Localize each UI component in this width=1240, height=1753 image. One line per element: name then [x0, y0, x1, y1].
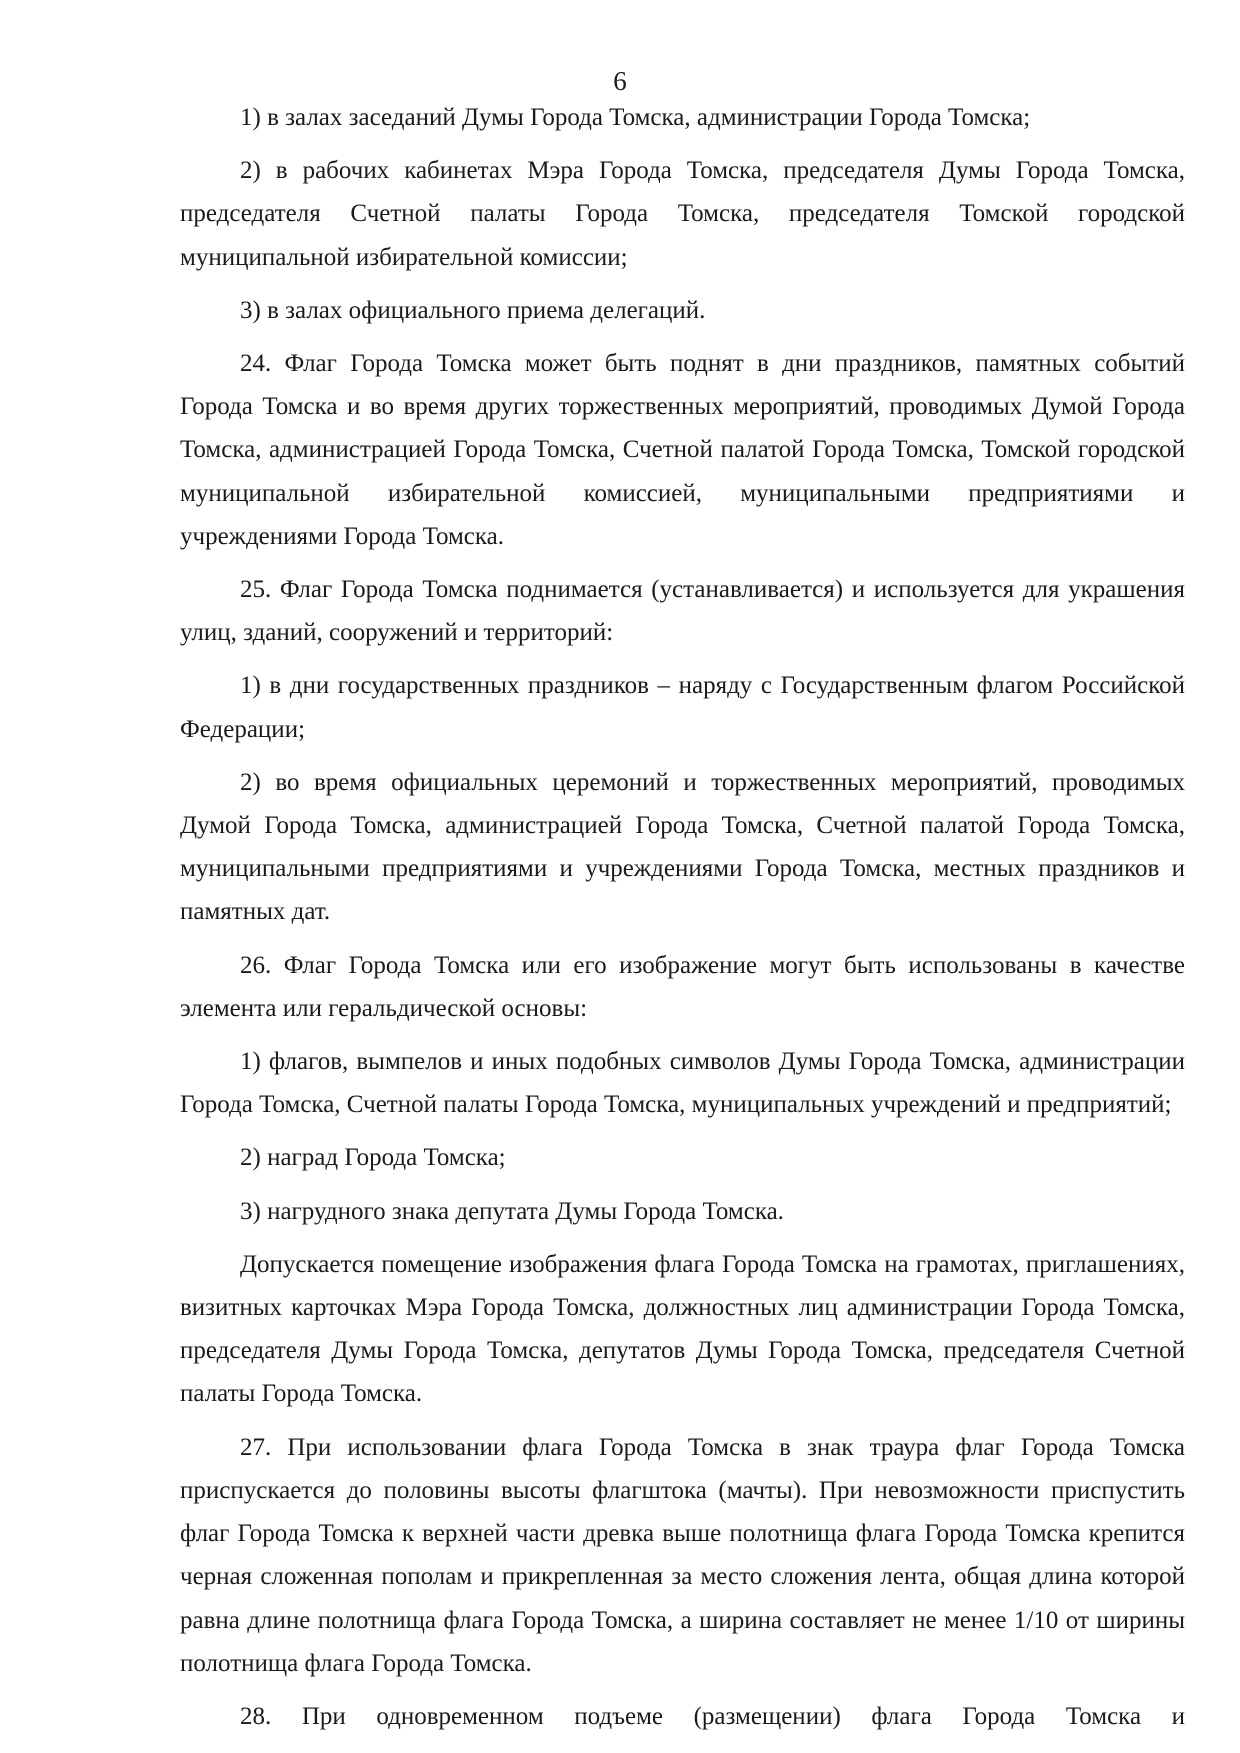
list-item: 3) нагрудного знака депутата Думы Города Томска.: [240, 1197, 784, 1225]
list-item: 2) наград Города Томска;: [240, 1144, 506, 1172]
list-item: 2) в рабочих кабинетах Мэра Города Томска, председателя Думы Города Томска, председателя Счетной палаты Города Томска, председателя Томской городской муниципальной избирательной комиссии;: [180, 157, 1185, 271]
clause-26: 26. Флаг Города Томска или его изображение могут быть использованы в качестве элемента или геральдической основы:: [180, 951, 1185, 1022]
clause-24: 24. Флаг Города Томска может быть поднят в дни праздников, памятных событий Города Томска и во время других торжественных мероприятий, проводимых Думой Города Томска, администрацией Города Томска, Счетной палатой Города Томска, Томской городской муниципальной избирательной комиссией, муниципальными предприятиями и учреждениями Города Томска.: [180, 350, 1185, 550]
clause-28: 28. При одновременном подъеме (размещении) флага Города Томска и: [240, 1702, 1185, 1730]
paragraph: Допускается помещение изображения флага Города Томска на грамотах, приглашениях, визитных карточках Мэра Города Томска, должностных лиц администрации Города Томска, председателя Думы Города Томска, депутатов Думы Города Томска, председателя Счетной палаты Города Томска.: [180, 1250, 1185, 1408]
page-number: 6: [613, 66, 627, 96]
list-item: 3) в залах официального приема делегаций.: [240, 296, 706, 324]
clause-27: 27. При использовании флага Города Томска в знак траура флаг Города Томска приспускается до половины высоты флагштока (мачты). При невозможности приспустить флаг Города Томска к верхней части древка выше полотнища флага Города Томска крепится черная сложенная пополам и прикрепленная за место сложения лента, общая длина которой равна длине полотнища флага Города Томска, а ширина составляет не менее 1/10 от ширины полотнища флага Города Томска.: [180, 1433, 1185, 1677]
list-item: 1) флагов, вымпелов и иных подобных символов Думы Города Томска, администрации Города Томска, Счетной палаты Города Томска, муниципальных учреждений и предприятий;: [180, 1048, 1185, 1119]
list-item: 2) во время официальных церемоний и торжественных мероприятий, проводимых Думой Города Томска, администрацией Города Томска, Счетной палатой Города Томска, муниципальными предприятиями и учреждениями Города Томска, местных праздников и памятных дат.: [180, 768, 1185, 926]
clause-25: 25. Флаг Города Томска поднимается (устанавливается) и используется для украшения улиц, зданий, сооружений и территорий:: [180, 576, 1185, 647]
list-item: 1) в залах заседаний Думы Города Томска, администрации Города Томска;: [240, 104, 1031, 131]
document-body: [180, 96, 1185, 1748]
list-item: 1) в дни государственных праздников – наряду с Государственным флагом Российской Федерации;: [180, 672, 1185, 743]
